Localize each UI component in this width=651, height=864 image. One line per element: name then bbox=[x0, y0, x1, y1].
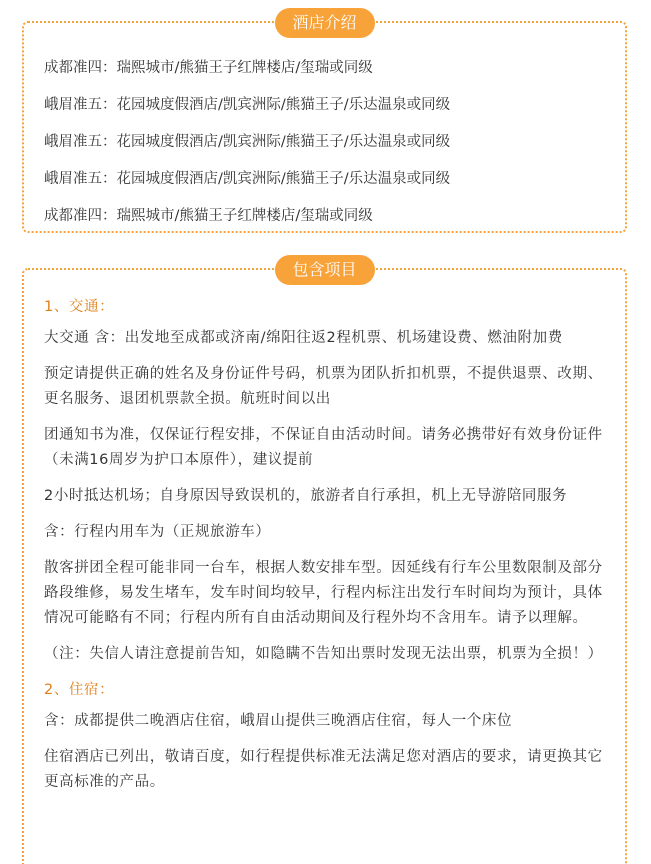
included-items-title: 包含项目 bbox=[274, 255, 374, 285]
lodging-paragraph: 住宿酒店已列出，敬请百度，如行程提供标准无法满足您对酒店的要求，请更换其它更高标准的产品。 bbox=[44, 749, 603, 790]
transport-paragraph: 团通知书为准，仅保证行程安排，不保证自由活动时间。请务必携带好有效身份证件（未满16周岁为护口本原件），建议提前 bbox=[44, 427, 603, 468]
transport-paragraph: 2小时抵达机场；自身原因导致误机的，旅游者自行承担，机上无导游陪同服务 bbox=[44, 488, 568, 504]
transport-heading: 1、交通： bbox=[44, 299, 115, 315]
hotel-item: 成都准四：瑞熙城市/熊猫王子红牌楼店/玺瑞或同级 bbox=[44, 60, 373, 76]
included-items-section bbox=[22, 260, 627, 864]
transport-paragraph: 大交通 含：出发地至成都或济南/绵阳往返2程机票、机场建设费、燃油附加费 bbox=[44, 330, 563, 346]
lodging-paragraph: 含：成都提供二晚酒店住宿，峨眉山提供三晚酒店住宿，每人一个床位 bbox=[44, 713, 513, 729]
transport-paragraph: 含：行程内用车为（正规旅游车） bbox=[44, 524, 271, 540]
hotel-item: 峨眉准五：花园城度假酒店/凯宾洲际/熊猫王子/乐达温泉或同级 bbox=[44, 171, 451, 187]
hotel-item: 峨眉准五：花园城度假酒店/凯宾洲际/熊猫王子/乐达温泉或同级 bbox=[44, 97, 451, 113]
hotel-item: 峨眉准五：花园城度假酒店/凯宾洲际/熊猫王子/乐达温泉或同级 bbox=[44, 134, 451, 150]
hotel-intro-section bbox=[22, 13, 627, 233]
transport-note: （注：失信人请注意提前告知，如隐瞒不告知出票时发现无法出票，机票为全损！） bbox=[44, 646, 603, 662]
included-items-content bbox=[44, 295, 616, 806]
transport-paragraph: 预定请提供正确的姓名及身份证件号码，机票为团队折扣机票，不提供退票、改期、更名服务、退团机票款全损。航班时间以出 bbox=[44, 366, 603, 407]
lodging-heading: 2、住宿： bbox=[44, 682, 115, 698]
hotel-item: 成都准四：瑞熙城市/熊猫王子红牌楼店/玺瑞或同级 bbox=[44, 208, 373, 224]
transport-paragraph: 散客拼团全程可能非同一台车，根据人数安排车型。因延线有行车公里数限制及部分路段维修，易发生堵车，发车时间均较早，行程内标注出发行车时间均为预计，具体情况可能略有不同；行程内所有自由活动期间及行程外均不含用车。请予以理解。 bbox=[44, 560, 603, 626]
hotel-intro-title: 酒店介绍 bbox=[274, 8, 374, 38]
hotel-list bbox=[44, 57, 450, 242]
